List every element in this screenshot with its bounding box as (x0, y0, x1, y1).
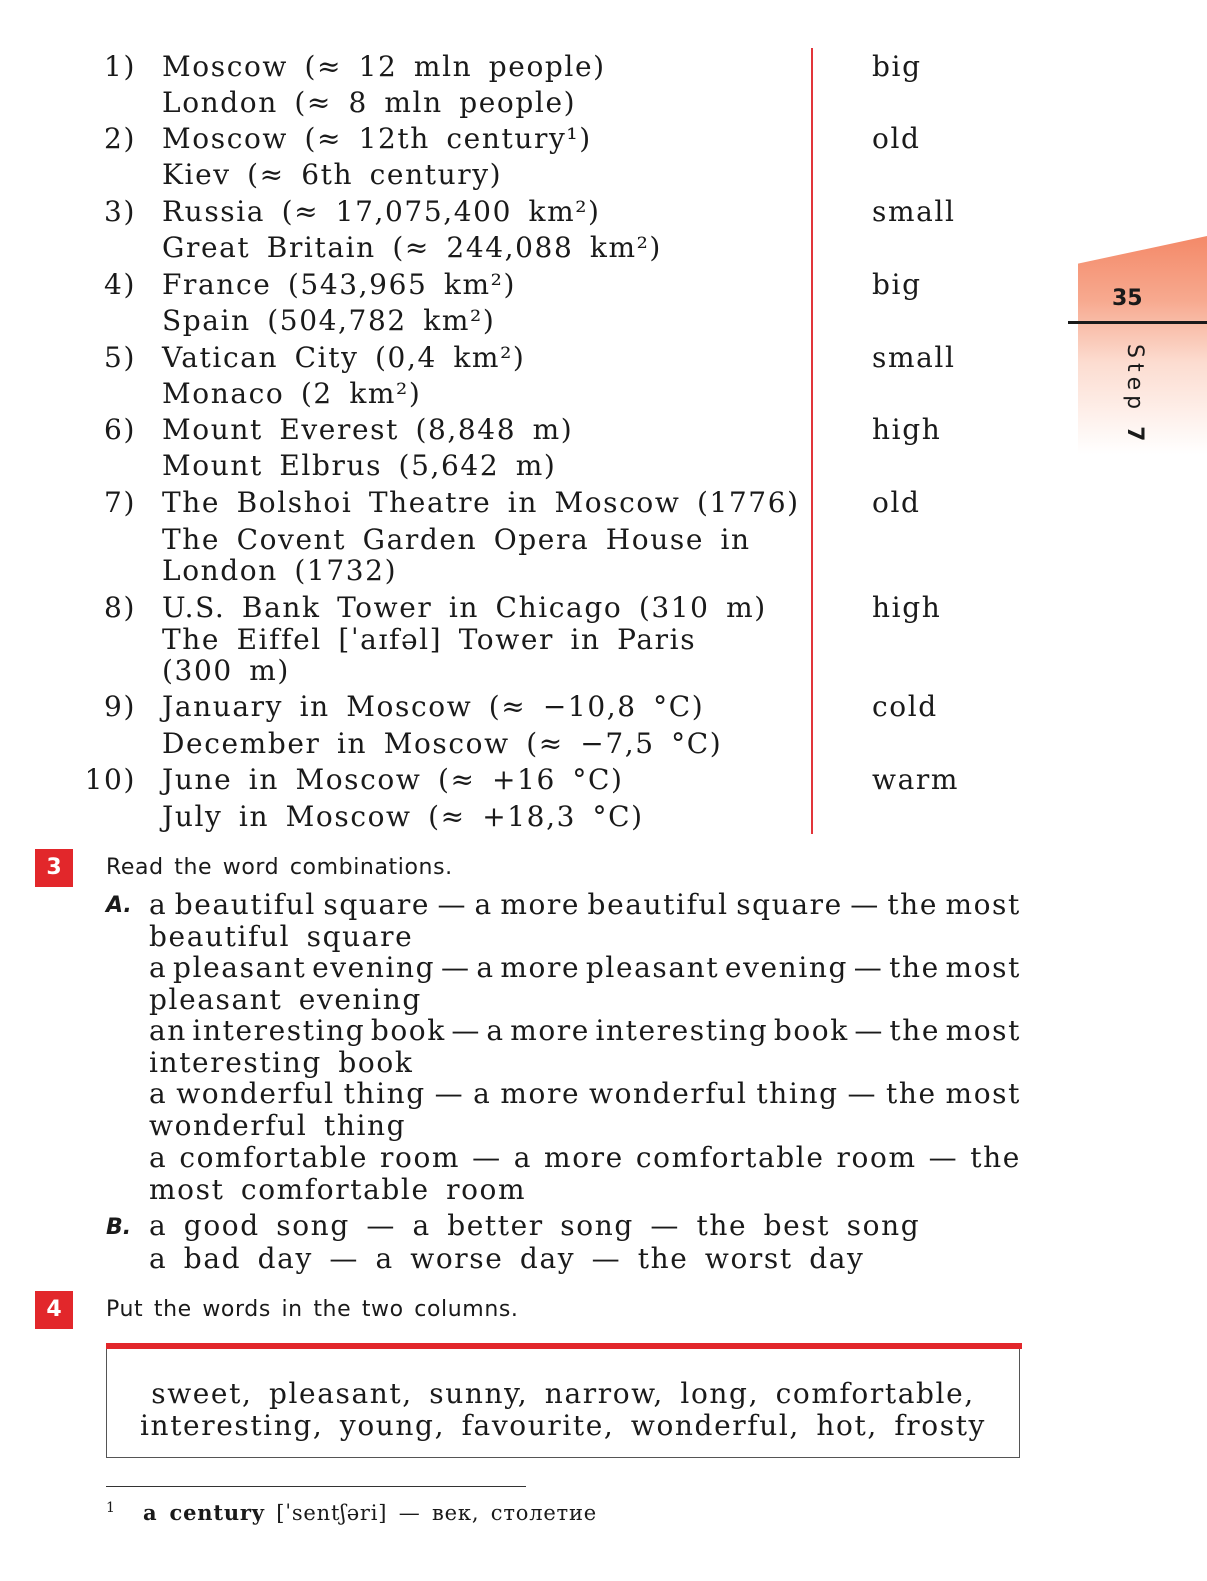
item-adjective: high (872, 413, 942, 446)
combination-word: book (370, 1014, 446, 1047)
combination-word: beautiful (174, 888, 316, 921)
combination-word: — (850, 888, 880, 921)
item-line: Spain (504,782 km²) (162, 304, 496, 337)
step-word: Step (1122, 344, 1147, 415)
item-adjective: high (872, 591, 942, 624)
combination-word: interesting (192, 1014, 366, 1047)
item-number: 8) (104, 591, 136, 624)
item-number: 6) (104, 413, 136, 446)
section-b-label: B. (106, 1215, 132, 1240)
combination-word: room (836, 1141, 917, 1174)
item-number: 5) (104, 341, 136, 374)
item-line: January in Moscow (≈ −10,8 °C) (162, 690, 705, 723)
footnote-text (143, 1500, 597, 1525)
combination-word: — (437, 888, 468, 921)
item-number: 3) (104, 195, 136, 228)
item-line: Mount Everest (8,848 m) (162, 413, 574, 446)
combination-word: most (945, 1014, 1021, 1047)
combination-word: the (887, 888, 938, 921)
combination-word: a (474, 888, 493, 921)
item-line: July in Moscow (≈ +18,3 °C) (162, 800, 644, 833)
page-number: 35 (1112, 286, 1143, 311)
combination-line: pleasant evening (149, 983, 422, 1016)
combination-word: — (854, 1014, 884, 1047)
item-number: 10) (84, 763, 136, 796)
combination-item (149, 889, 1021, 953)
combination-line (149, 1078, 1021, 1110)
combination-word: a (513, 1141, 533, 1174)
item-number: 1) (104, 50, 136, 83)
combination-word: — (928, 1141, 959, 1174)
item-line: Kiev (≈ 6th century) (162, 158, 503, 191)
combination-word: most (945, 951, 1021, 984)
combination-word: beautiful (587, 888, 729, 921)
combination-item (149, 952, 1021, 1016)
item-line: Moscow (≈ 12th century¹) (162, 122, 592, 155)
step-number: 7 (1122, 426, 1147, 447)
section-a-label: A. (106, 893, 132, 918)
combination-word: evening (312, 951, 436, 984)
item-number: 7) (104, 486, 136, 519)
combination-word: pleasant (585, 951, 720, 984)
combination-item (149, 1015, 1021, 1079)
combination-word: an (149, 1014, 187, 1047)
combination-word: the (889, 1014, 941, 1047)
combination-word: — (434, 1077, 465, 1110)
combination-word: comfortable (179, 1141, 369, 1174)
combination-word: — (451, 1014, 481, 1047)
combination-line: interesting book (149, 1046, 414, 1079)
item-line: The Eiffel [ˈaɪfəl] Tower in Paris (162, 623, 697, 656)
item-line: December in Moscow (≈ −7,5 °C) (162, 727, 723, 760)
combination-word: thing (343, 1077, 426, 1110)
combination-line: most comfortable room (149, 1173, 527, 1206)
combination-line (149, 1142, 1021, 1174)
item-adjective: cold (872, 690, 938, 723)
item-line: London (1732) (162, 554, 398, 587)
combination-word: — (847, 1077, 878, 1110)
task-3-instruction: Read the word combinations. (106, 855, 453, 880)
combination-word: a (473, 1077, 492, 1110)
item-number: 4) (104, 268, 136, 301)
item-adjective: big (872, 50, 922, 83)
item-line: Vatican City (0,4 km²) (162, 341, 526, 374)
item-adjective: old (872, 122, 921, 155)
combination-line (149, 952, 1021, 984)
item-line: London (≈ 8 mln people) (162, 86, 577, 119)
combination-word: wonderful (589, 1077, 748, 1110)
combination-word: a (476, 951, 495, 984)
footnote-term: a century (143, 1500, 265, 1525)
item-adjective: warm (872, 763, 959, 796)
combination-word: a (149, 888, 168, 921)
combination-word: square (323, 888, 430, 921)
item-line: U.S. Bank Tower in Chicago (310 m) (162, 591, 767, 624)
item-line: The Covent Garden Opera House in (162, 523, 751, 556)
item-line: (300 m) (162, 654, 290, 687)
combination-word: square (736, 888, 843, 921)
combination-word: a (149, 951, 168, 984)
section-b-line: a bad day — a worse day — the worst day (149, 1242, 865, 1275)
task-4-badge: 4 (35, 1291, 73, 1329)
item-number: 2) (104, 122, 136, 155)
item-line: Moscow (≈ 12 mln people) (162, 50, 606, 83)
combination-word: pleasant (173, 951, 307, 984)
item-line: The Bolshoi Theatre in Moscow (1776) (162, 486, 800, 519)
combination-line (149, 889, 1021, 921)
combination-word: a (486, 1014, 505, 1047)
footnote-translation: — век, столетие (398, 1501, 597, 1525)
word-list-line: sweet, pleasant, sunny, narrow, long, comfortable, (151, 1377, 975, 1410)
combination-word: most (945, 1077, 1021, 1110)
step-label (1122, 344, 1147, 446)
item-line: Great Britain (≈ 244,088 km²) (162, 231, 662, 264)
item-adjective: small (872, 341, 956, 374)
item-line: June in Moscow (≈ +16 °C) (162, 763, 624, 796)
combination-word: more (510, 1014, 590, 1047)
combination-item (149, 1078, 1021, 1142)
word-box-accent (106, 1343, 1022, 1349)
footnote-rule (106, 1486, 526, 1487)
combination-word: most (945, 888, 1021, 921)
item-line: Mount Elbrus (5,642 m) (162, 449, 557, 482)
combination-word: — (472, 1141, 502, 1174)
combination-word: evening (724, 951, 849, 984)
combination-word: thing (756, 1077, 839, 1110)
footnote-transcription: [ˈsentʃəri] (276, 1501, 388, 1525)
combination-line: beautiful square (149, 920, 414, 953)
combination-word: more (500, 1077, 581, 1110)
combination-word: — (440, 951, 471, 984)
combination-word: room (380, 1141, 461, 1174)
combination-word: the (886, 1077, 937, 1110)
footnote-mark: 1 (106, 1500, 117, 1516)
tab-rule (1068, 321, 1207, 324)
item-line: Monaco (2 km²) (162, 377, 422, 410)
combination-word: a (149, 1077, 168, 1110)
combination-word: the (970, 1141, 1021, 1174)
combination-word: more (500, 888, 581, 921)
item-line: France (543,965 km²) (162, 268, 516, 301)
word-list-line: interesting, young, favourite, wonderful, hot, frosty (140, 1409, 986, 1442)
item-adjective: old (872, 486, 921, 519)
column-divider (811, 48, 813, 834)
section-b-line: a good song — a better song — the best song (149, 1209, 921, 1242)
combination-word: a (149, 1141, 168, 1174)
combination-word: comfortable (635, 1141, 825, 1174)
item-adjective: big (872, 268, 922, 301)
combination-word: interesting (595, 1014, 769, 1047)
combination-line: wonderful thing (149, 1109, 407, 1142)
item-line: Russia (≈ 17,075,400 km²) (162, 195, 601, 228)
combination-word: wonderful (176, 1077, 335, 1110)
combination-word: more (544, 1141, 624, 1174)
item-number: 9) (104, 690, 136, 723)
task-4-instruction: Put the words in the two columns. (106, 1297, 519, 1322)
item-adjective: small (872, 195, 956, 228)
combination-line (149, 1015, 1021, 1047)
combination-word: the (889, 951, 940, 984)
task-3-badge: 3 (35, 849, 73, 887)
combination-word: book (773, 1014, 849, 1047)
combination-word: more (500, 951, 581, 984)
combination-item (149, 1142, 1021, 1206)
combination-word: — (853, 951, 884, 984)
